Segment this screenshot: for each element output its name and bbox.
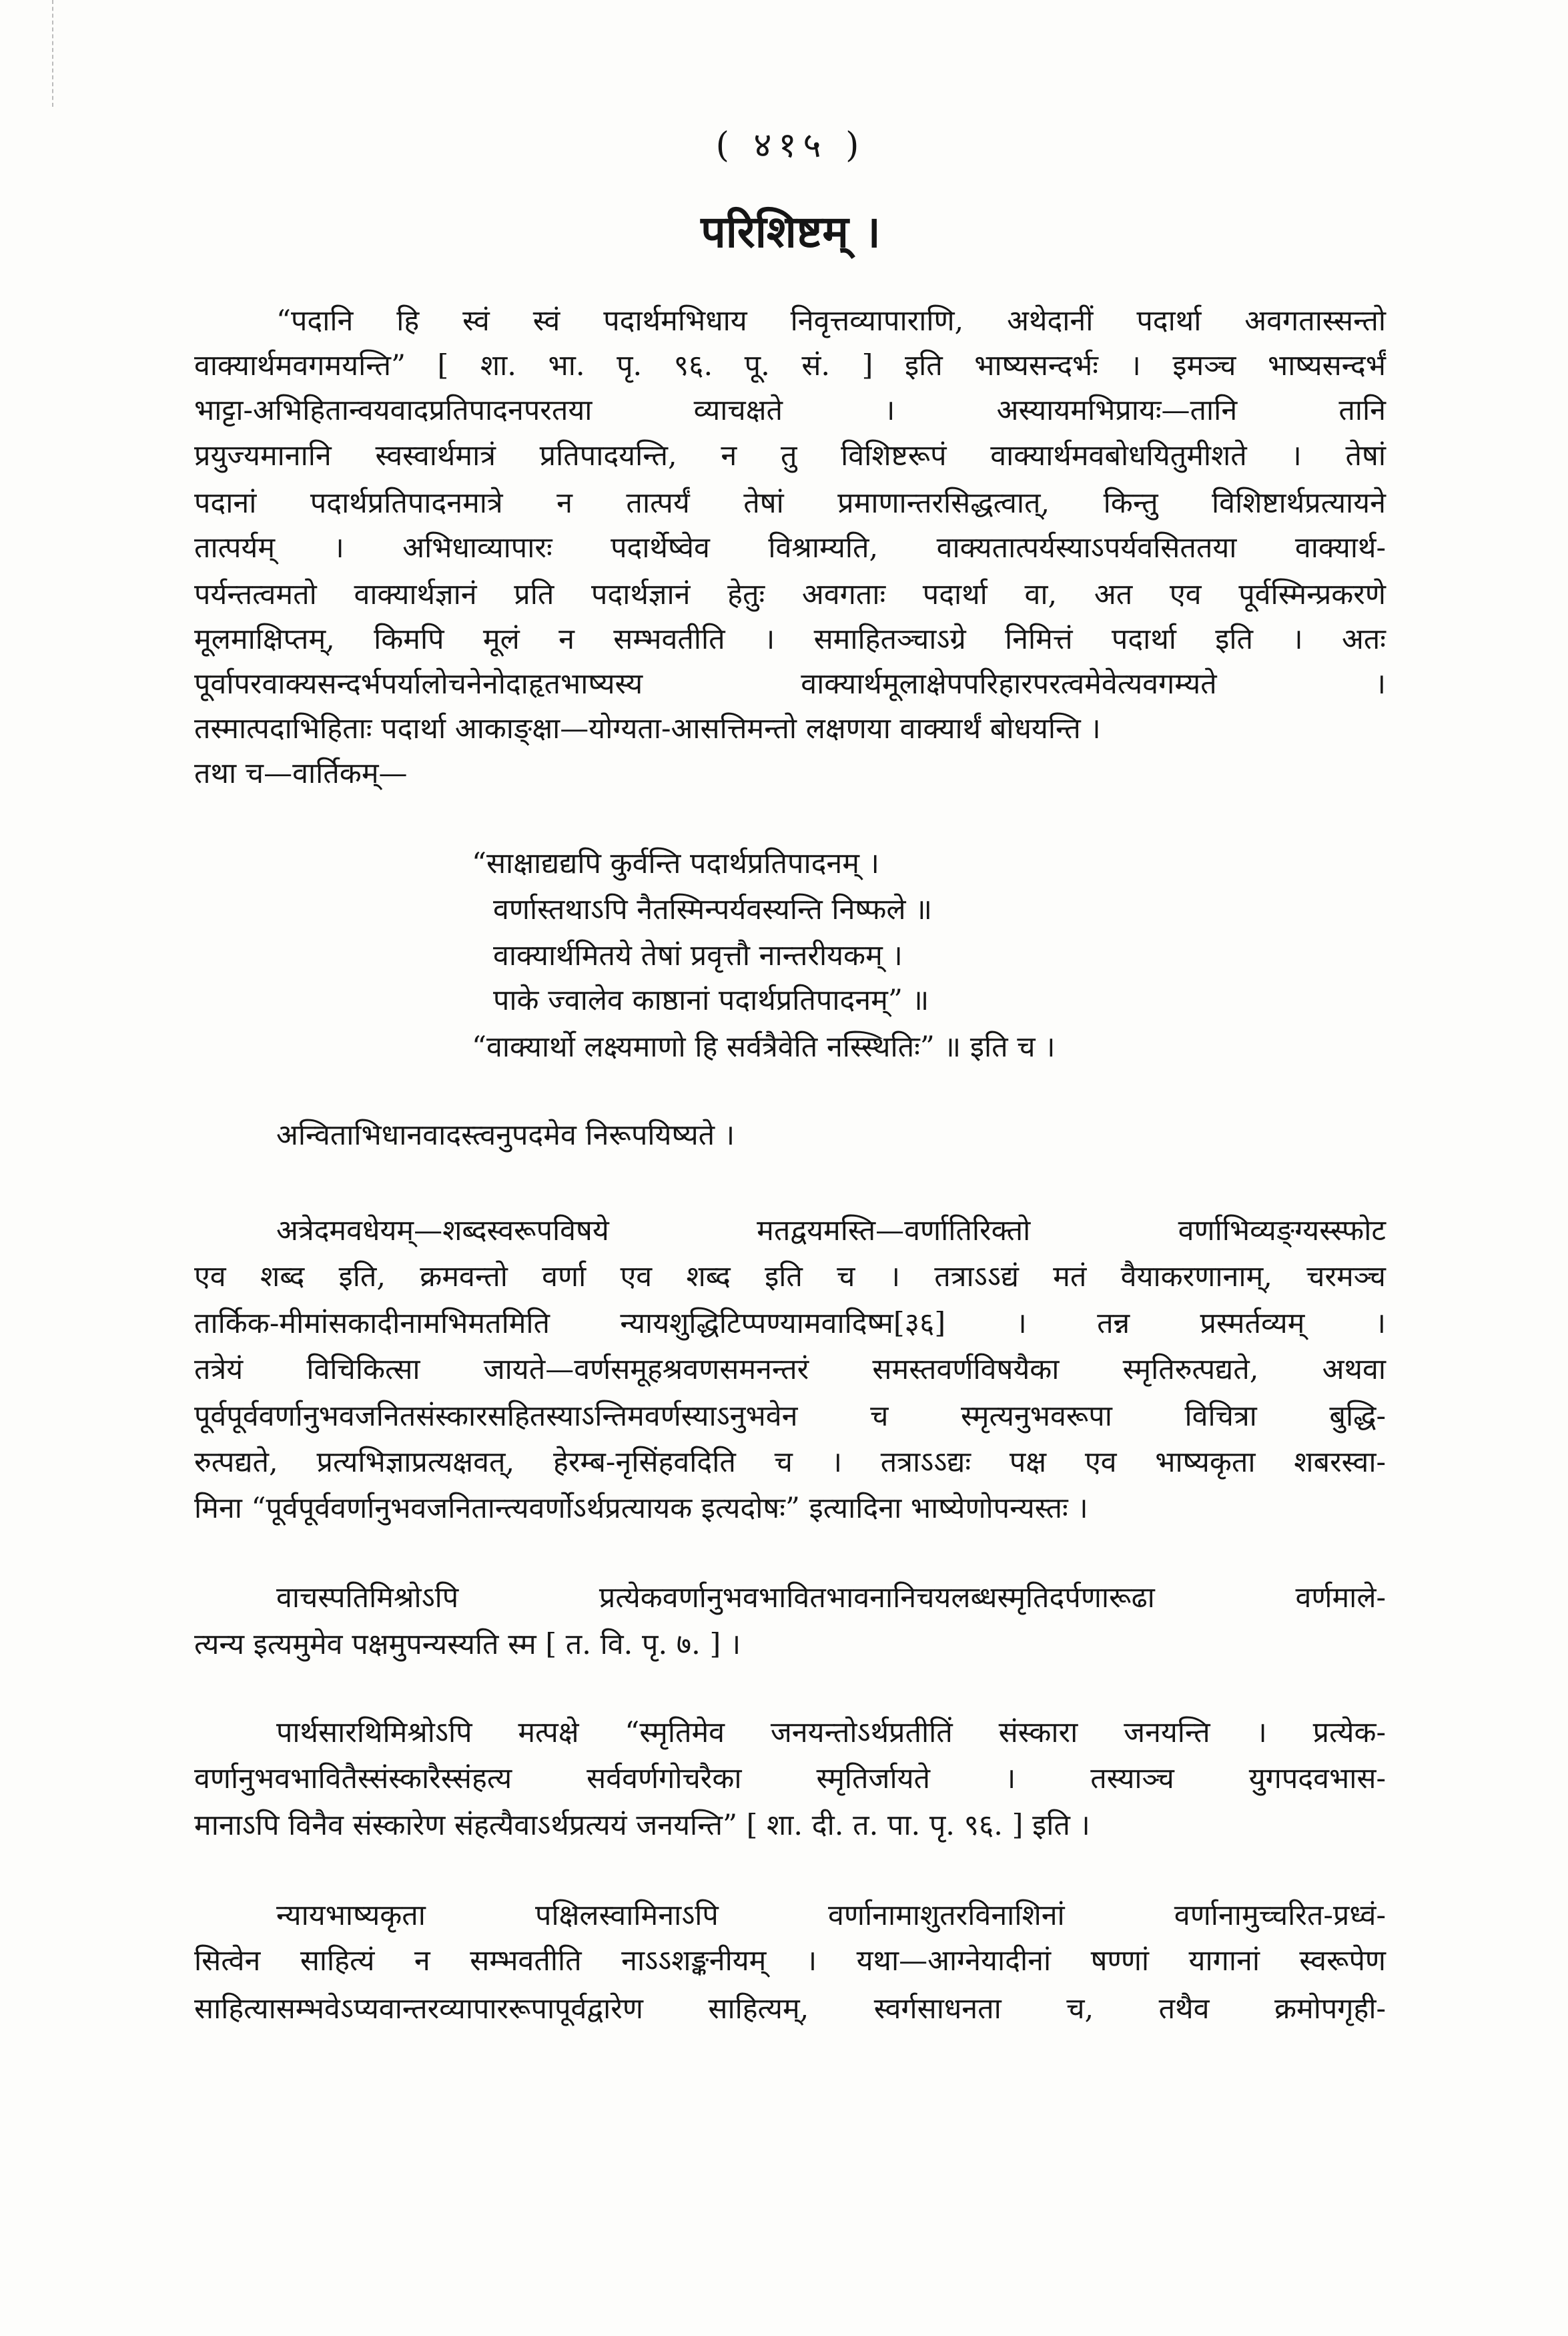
verse-line: पाके ज्वालेव काष्ठानां पदार्थप्रतिपादनम्” ॥	[493, 984, 929, 1017]
text-line: प्रयुज्यमानानि स्वस्वार्थमात्रं प्रतिपादयन्ति, न तु विशिष्टरूपं वाक्यार्थमवबोधयितुमीशते । तेषां	[194, 439, 1386, 473]
text-line: पदानां पदार्थप्रतिपादनमात्रे न तात्पर्यं तेषां प्रमाणान्तरसिद्धत्वात्, किन्तु विशिष्टार्थप्रत्यायने	[194, 487, 1386, 520]
text-line: त्यन्य इत्यमुमेव पक्षमुपन्यस्यति स्म [ त. वि. पृ. ७. ] ।	[194, 1628, 741, 1661]
text-line: अन्विताभिधानवादस्त्वनुपदमेव निरूपयिष्यते ।	[276, 1119, 735, 1152]
text-line: सित्वेन साहित्यं न सम्भवतीति नाऽऽशङ्कनीयम् । यथा—आग्नेयादीनां षण्णां यागानां स्वरूपेण	[194, 1944, 1386, 1978]
page-title: परिशिष्टम् ।	[701, 206, 881, 258]
text-line: मूलमाक्षिप्तम्, किमपि मूलं न सम्भवतीति । समाहितञ्चाऽग्रे निमित्तं पदार्था इति । अतः	[194, 623, 1386, 656]
text-line: न्यायभाष्यकृता पक्षिलस्वामिनाऽपि वर्णानामाशुतरविनाशिनां वर्णानामुच्चरित-प्रध्वं-	[276, 1899, 1386, 1932]
text-line: साहित्यासम्भवेऽप्यवान्तरव्यापाररूपापूर्वद्वारेण साहित्यम्, स्वर्गसाधनता च, तथैव क्रमोपगृही-	[194, 1992, 1386, 2026]
text-line: तात्पर्यम् । अभिधाव्यापारः पदार्थेष्वेव विश्राम्यति, वाक्यतात्पर्यस्याऽपर्यवसिततया वाक्यार्थ-	[194, 531, 1386, 565]
text-line: भाट्टा-अभिहितान्वयवादप्रतिपादनपरतया व्याचक्षते । अस्यायमभिप्रायः—तानि तानि	[194, 394, 1386, 427]
verse-line: वर्णास्तथाऽपि नैतस्मिन्पर्यवस्यन्ति निष्फले ॥	[493, 893, 933, 926]
text-line: अत्रेदमवधेयम्—शब्दस्वरूपविषये मतद्वयमस्ति—वर्णातिरिक्तो वर्णाभिव्यङ्ग्यस्स्फोट	[276, 1214, 1386, 1247]
text-line: मिना “पूर्वपूर्ववर्णानुभवजनितान्त्यवर्णोऽर्थप्रत्यायक इत्यदोषः” इत्यादिना भाष्येणोपन्यस्तः ।	[194, 1492, 1088, 1525]
text-line: वाचस्पतिमिश्रोऽपि प्रत्येकवर्णानुभवभावितभावनानिचयलब्धस्मृतिदर्पणारूढा वर्णमाले-	[276, 1581, 1386, 1615]
text-line: तार्किक-मीमांसकादीनामभिमतमिति न्यायशुद्धिटिप्पण्यामवादिष्म[३६] । तन्न प्रस्मर्तव्यम् ।	[194, 1307, 1386, 1340]
page-number: ( ४१५ )	[715, 125, 866, 166]
text-line: “पदानि हि स्वं स्वं पदार्थमभिधाय निवृत्तव्यापाराणि, अथेदानीं पदार्था अवगतास्सन्तो	[276, 304, 1386, 338]
text-line: मानाऽपि विनैव संस्कारेण संहत्यैवाऽर्थप्रत्ययं जनयन्ति” [ शा. दी. त. पा. पृ. ९६. ] इति ।	[194, 1809, 1090, 1842]
text-line: पर्यन्तत्वमतो वाक्यार्थज्ञानं प्रति पदार्थज्ञानं हेतुः अवगताः पदार्था वा, अत एव पूर्वस्मिन्प्रकरणे	[194, 578, 1386, 611]
text-line: एव शब्द इति, क्रमवन्तो वर्णा एव शब्द इति च । तत्राऽऽद्यं मतं वैयाकरणानाम्, चरमञ्च	[194, 1260, 1386, 1293]
text-line: रुत्पद्यते, प्रत्यभिज्ञाप्रत्यक्षवत्, हेरम्ब-नृसिंहवदिति च । तत्राऽऽद्यः पक्ष एव भाष्यकृता शबरस्वा-	[194, 1446, 1386, 1479]
text-line: पूर्वापरवाक्यसन्दर्भपर्यालोचनेनोदाहृतभाष्यस्य वाक्यार्थमूलाक्षेपपरिहारपरत्वमेवेत्यवगम्यते ।	[194, 667, 1386, 701]
verse-line: वाक्यार्थमितये तेषां प्रवृत्तौ नान्तरीयकम् ।	[493, 939, 903, 972]
text-line: पार्थसारथिमिश्रोऽपि मत्पक्षे “स्मृतिमेव जनयन्तोऽर्थप्रतीतिं संस्कारा जनयन्ति । प्रत्येक-	[276, 1716, 1386, 1749]
text-line: तत्रेयं विचिकित्सा जायते—वर्णसमूहश्रवणसमनन्तरं समस्तवर्णविषयैका स्मृतिरुत्पद्यते, अथवा	[194, 1353, 1386, 1386]
text-line: वर्णानुभवभावितैस्संस्कारैस्संहत्य सर्ववर्णगोचरैका स्मृतिर्जायते । तस्याञ्च युगपदवभास-	[194, 1762, 1386, 1795]
scan-margin-mark	[52, 0, 53, 107]
text-line: पूर्वपूर्ववर्णानुभवजनितसंस्कारसहितस्याऽन्तिमवर्णस्याऽनुभवेन च स्मृत्यनुभवरूपा विचित्रा बुद्धि-	[194, 1400, 1386, 1433]
text-line: तथा च—वार्तिकम्—	[194, 757, 408, 790]
text-line: वाक्यार्थमवगमयन्ति” [ शा. भा. पृ. ९६. पू. सं. ] इति भाष्यसन्दर्भः । इमञ्च भाष्यसन्दर्भं	[194, 349, 1386, 382]
text-line: तस्मात्पदाभिहिताः पदार्था आकाङ्क्षा—योग्यता-आसत्तिमन्तो लक्षणया वाक्यार्थं बोधयन्ति ।	[194, 712, 1101, 746]
verse-line: “साक्षाद्यद्यपि कुर्वन्ति पदार्थप्रतिपादनम् ।	[472, 847, 879, 880]
verse-line: “वाक्यार्थो लक्ष्यमाणो हि सर्वत्रैवेति नस्स्थितिः” ॥ इति च ।	[472, 1031, 1056, 1064]
